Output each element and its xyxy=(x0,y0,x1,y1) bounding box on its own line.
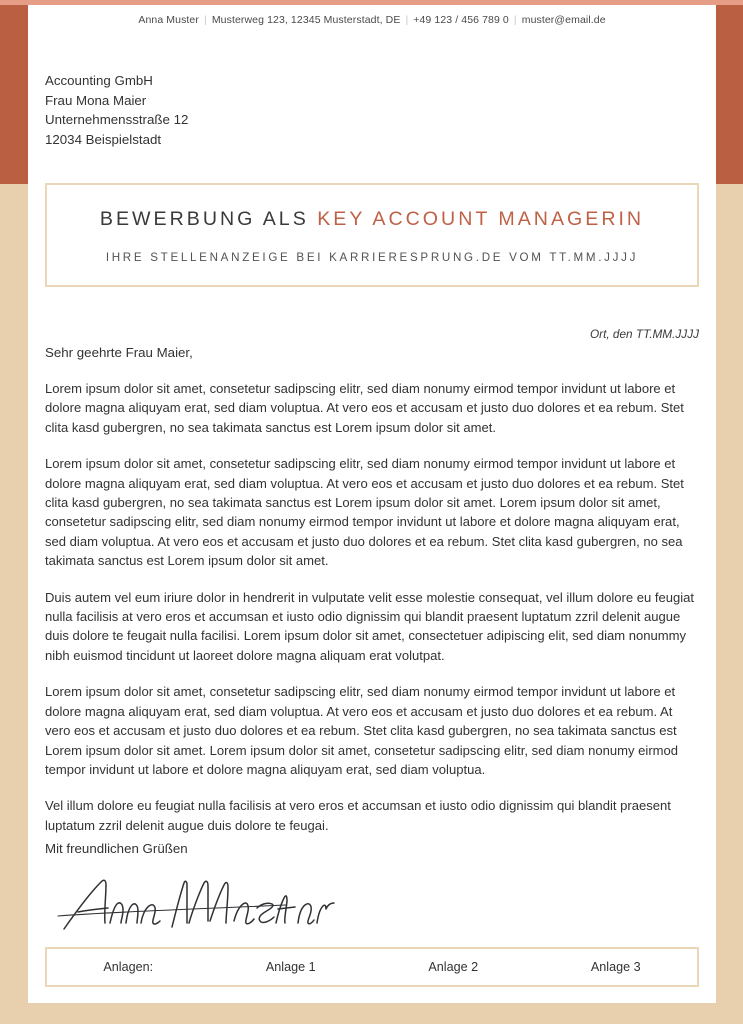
body-paragraph: Lorem ipsum dolor sit amet, consetetur sadipscing elitr, sed diam nonumy eirmod tempor invidunt ut labore et dolore magna aliquyam erat, sed diam voluptua. At vero eos et accusam et justo duo dolores et ea rebum. At vero eos et accusam et justo duo dolores et ea rebum. Stet clita kasd gubergren, no sea takimata sanctus est Lorem ipsum dolor sit amet. Lorem ipsum dolor sit amet, consetetur sadipscing elitr, sed diam nonumy eirmod tempor invidunt ut labore et dolore magna aliquyam erat, sed diam voluptua. xyxy=(45,684,679,777)
subject-headline xyxy=(47,208,697,231)
letter-sheet xyxy=(28,5,716,1003)
body-paragraph: Vel illum dolore eu feugiat nulla facilisis at vero eros et accumsan et iusto odio dignissim qui blandit praesent luptatum zzril delenit augue duis dolore te feugai. xyxy=(45,798,671,833)
body-paragraph: Lorem ipsum dolor sit amet, consetetur sadipscing elitr, sed diam nonumy eirmod tempor invidunt ut labore et dolore magna aliquyam erat, sed diam voluptua. At vero eos et accusam et justo duo dolores et ea rebum. Stet clita kasd gubergren, no sea takimata sanctus est Lorem ipsum dolor sit amet. Lorem ipsum dolor sit amet, consetetur sadipscing elitr, sed diam nonumy eirmod tempor invidunt ut labore et dolore magna aliquyam erat, sed diam voluptua. At vero eos et accusam et justo duo dolores et ea rebum. Stet clita kasd gubergren, no sea takimata sanctus est Lorem ipsum dolor sit amet. xyxy=(45,456,684,569)
dateline: Ort, den TT.MM.JJJJ xyxy=(589,327,699,341)
attachments-label: Anlagen: xyxy=(103,960,154,974)
attachment-item-3: Anlage 3 xyxy=(590,960,641,974)
recipient-line: Accounting GmbH xyxy=(45,73,153,88)
attachments-bar xyxy=(45,947,699,987)
recipient-line: Frau Mona Maier xyxy=(45,92,147,108)
letterhead-name: Anna Muster xyxy=(138,14,199,26)
subject-position-highlight: KEY ACCOUNT MANAGERIN xyxy=(317,208,645,230)
letterhead-separator-3: | xyxy=(513,14,517,26)
signature-image xyxy=(48,871,348,937)
salutation: Sehr geehrte Frau Maier, xyxy=(45,345,193,360)
recipient-line: Unternehmensstraße 12 xyxy=(45,112,189,127)
subject-prefix: BEWERBUNG ALS xyxy=(99,208,318,230)
letterhead-email: muster@email.de xyxy=(521,14,606,26)
letter-body xyxy=(45,379,700,852)
body-paragraph: Duis autem vel eum iriure dolor in hendrerit in vulputate velit esse molestie consequat, vel illum dolore eu feugiat nulla facilisis at vero eros et accumsan et iusto odio dignissim qui blandit praesent luptatum zzril delenit augue duis dolore te feugait nulla facilisi. Lorem ipsum dolor sit amet, consectetuer adipiscing elit, sed diam nonummy nibh euismod tincidunt ut laoreet dolore magna aliquam erat volutpat. xyxy=(45,589,695,663)
subject-box xyxy=(45,183,699,287)
letterhead xyxy=(28,14,716,26)
letterhead-address: Musterweg 123, 12345 Musterstadt, DE xyxy=(211,14,401,26)
closing-salutation: Mit freundlichen Grüßen xyxy=(45,841,188,856)
letterhead-separator-1: | xyxy=(203,14,207,26)
recipient-line: 12034 Beispielstadt xyxy=(45,131,162,147)
body-paragraph: Lorem ipsum dolor sit amet, consetetur sadipscing elitr, sed diam nonumy eirmod tempor invidunt ut labore et dolore magna aliquyam erat, sed diam voluptua. At vero eos et accusam et justo duo dolores et ea rebum. Stet clita kasd gubergren, no sea takimata sanctus est Lorem ipsum dolor sit amet. xyxy=(45,381,684,435)
recipient-address-block xyxy=(45,71,188,149)
letterhead-separator-2: | xyxy=(405,14,409,26)
letterhead-phone: +49 123 / 456 789 0 xyxy=(413,14,509,26)
subject-reference: IHRE STELLENANZEIGE BEI KARRIERESPRUNG.DE VOM TT.MM.JJJJ xyxy=(105,251,639,264)
attachment-item-2: Anlage 2 xyxy=(428,960,479,974)
attachment-item-1: Anlage 1 xyxy=(265,960,316,974)
